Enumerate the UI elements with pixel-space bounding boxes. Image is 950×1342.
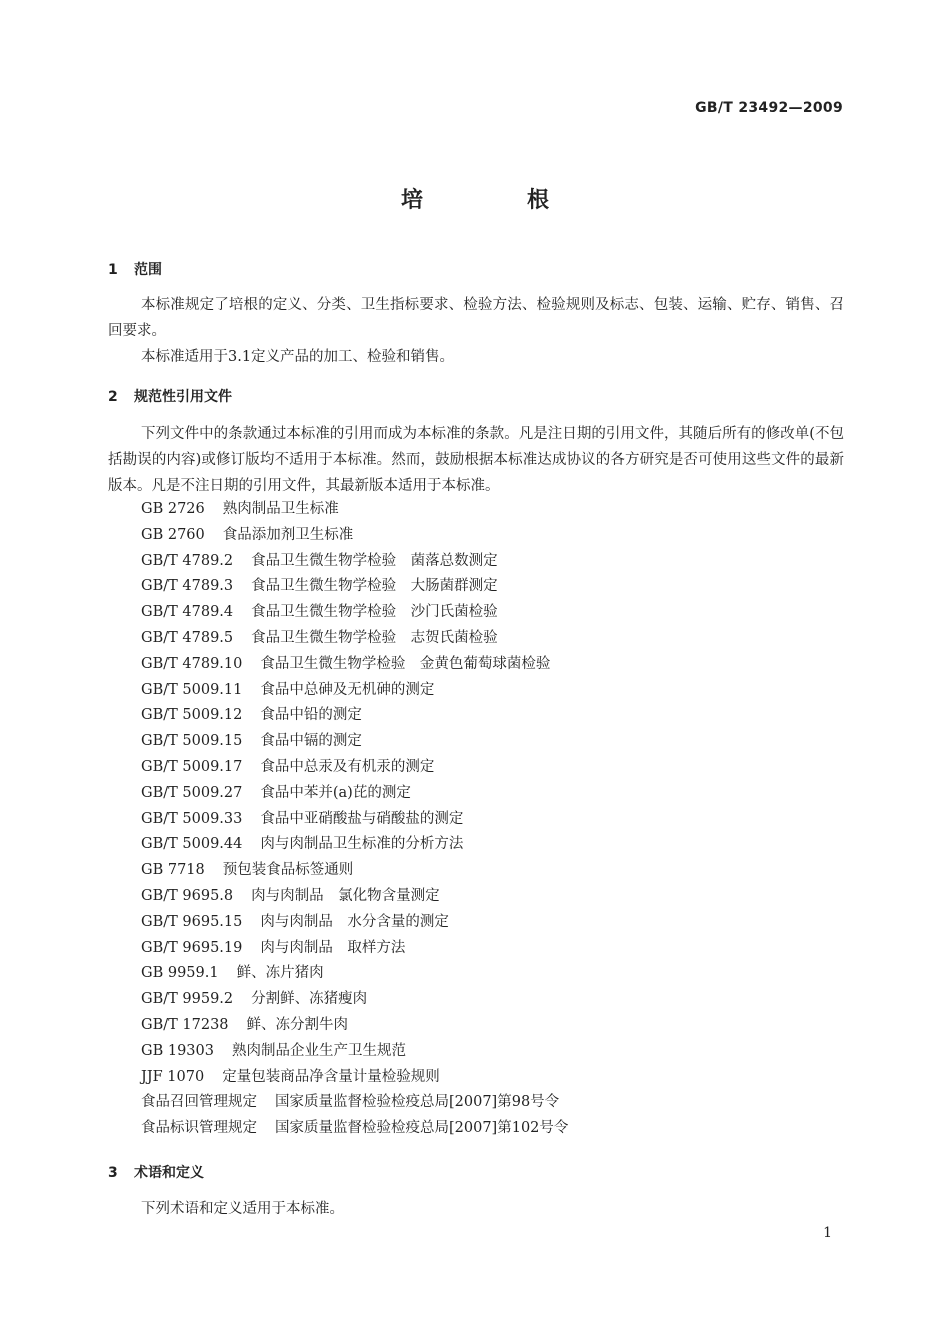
reference-name: 肉与肉制品 氯化物含量测定 bbox=[251, 887, 440, 904]
reference-name: 肉与肉制品 取样方法 bbox=[260, 939, 406, 956]
reference-item bbox=[141, 703, 568, 729]
reference-name: 食品添加剂卫生标准 bbox=[222, 526, 354, 543]
reference-item bbox=[141, 910, 568, 936]
reference-name: 肉与肉制品卫生标准的分析方法 bbox=[260, 836, 464, 853]
reference-name: 食品卫生微生物学检验 志贺氏菌检验 bbox=[251, 629, 498, 646]
reference-code: GB/T 17238 bbox=[141, 1016, 229, 1033]
reference-item bbox=[141, 1065, 568, 1091]
reference-item bbox=[141, 884, 568, 910]
reference-item bbox=[141, 523, 568, 549]
reference-item bbox=[141, 1013, 568, 1039]
reference-name: 食品中铅的测定 bbox=[260, 707, 362, 724]
reference-name: 食品中镉的测定 bbox=[260, 733, 362, 750]
reference-item bbox=[141, 832, 568, 858]
reference-code: GB/T 4789.2 bbox=[141, 552, 234, 569]
reference-code: GB/T 9695.19 bbox=[141, 939, 243, 956]
reference-item bbox=[141, 858, 568, 884]
reference-name: 鲜、冻分割牛肉 bbox=[246, 1016, 349, 1033]
reference-item bbox=[141, 781, 568, 807]
section-heading-terms bbox=[108, 1162, 204, 1182]
scope-paragraph-2: 本标准适用于3.1定义产品的加工、检验和销售。 bbox=[141, 349, 455, 365]
reference-code: GB/T 4789.4 bbox=[141, 604, 234, 621]
terms-paragraph: 下列术语和定义适用于本标准。 bbox=[141, 1201, 344, 1217]
reference-name: 食品卫生微生物学检验 菌落总数测定 bbox=[251, 552, 498, 569]
references-intro-paragraph: 下列文件中的条款通过本标准的引用而成为本标准的条款。凡是注日期的引用文件，其随后所有的修改单(不包括勘误的内容)或修订版均不适用于本标准。然而，鼓励根据本标准达成协议的各方研究是否可使用这些文件的最新版本。凡是不注日期的引用文件，其最新版本适用于本标准。 bbox=[108, 426, 844, 494]
section-title: 范围 bbox=[134, 262, 162, 278]
reference-item bbox=[141, 652, 568, 678]
reference-item bbox=[141, 1116, 568, 1142]
reference-code: GB/T 5009.12 bbox=[141, 707, 243, 724]
reference-code: JJF 1070 bbox=[141, 1068, 205, 1085]
reference-item bbox=[141, 807, 568, 833]
reference-code: GB 2726 bbox=[141, 501, 205, 517]
reference-name: 食品中苯并(a)芘的测定 bbox=[260, 784, 411, 801]
page-number: 1 bbox=[823, 1225, 832, 1241]
reference-item bbox=[141, 987, 568, 1013]
section-title: 规范性引用文件 bbox=[134, 389, 232, 405]
section-heading-normative-references bbox=[108, 386, 232, 406]
reference-code: 食品召回管理规定 bbox=[141, 1094, 257, 1111]
reference-item bbox=[141, 961, 568, 987]
reference-code: GB 19303 bbox=[141, 1042, 214, 1059]
reference-item bbox=[141, 549, 568, 575]
reference-code: GB/T 5009.44 bbox=[141, 836, 243, 853]
reference-name: 鲜、冻片猪肉 bbox=[236, 965, 324, 982]
reference-code: GB/T 5009.17 bbox=[141, 758, 243, 775]
reference-item bbox=[141, 626, 568, 652]
reference-item bbox=[141, 1090, 568, 1116]
reference-code: GB 7718 bbox=[141, 862, 205, 879]
reference-code: GB/T 9695.15 bbox=[141, 913, 243, 930]
reference-item bbox=[141, 936, 568, 962]
reference-item bbox=[141, 600, 568, 626]
reference-item bbox=[141, 1039, 568, 1065]
reference-item bbox=[141, 574, 568, 600]
reference-name: 国家质量监督检验检疫总局[2007]第98号令 bbox=[275, 1094, 560, 1111]
reference-name: 熟肉制品卫生标准 bbox=[222, 501, 339, 517]
reference-name: 熟肉制品企业生产卫生规范 bbox=[231, 1042, 406, 1059]
reference-name: 定量包装商品净含量计量检验规则 bbox=[222, 1068, 440, 1085]
reference-code: GB/T 5009.33 bbox=[141, 810, 243, 827]
reference-name: 分割鲜、冻猪瘦肉 bbox=[251, 991, 368, 1008]
reference-name: 食品中总汞及有机汞的测定 bbox=[260, 758, 435, 775]
reference-name: 预包装食品标签通则 bbox=[222, 862, 354, 879]
reference-item bbox=[141, 729, 568, 755]
reference-code: GB/T 5009.11 bbox=[141, 681, 243, 698]
reference-name: 肉与肉制品 水分含量的测定 bbox=[260, 913, 449, 930]
section-number: 2 bbox=[108, 389, 118, 405]
reference-code: GB/T 9959.2 bbox=[141, 991, 234, 1008]
reference-code: GB/T 4789.10 bbox=[141, 655, 243, 672]
document-title: 培根 bbox=[400, 188, 653, 213]
reference-code: GB/T 5009.15 bbox=[141, 733, 243, 750]
reference-code: 食品标识管理规定 bbox=[141, 1120, 257, 1137]
standard-code: GB/T 23492—2009 bbox=[695, 100, 843, 116]
reference-code: GB/T 4789.3 bbox=[141, 578, 234, 595]
reference-item bbox=[141, 678, 568, 704]
reference-name: 食品卫生微生物学检验 沙门氏菌检验 bbox=[251, 604, 498, 621]
reference-name: 国家质量监督检验检疫总局[2007]第102号令 bbox=[275, 1120, 569, 1137]
reference-item bbox=[141, 497, 568, 523]
reference-code: GB/T 5009.27 bbox=[141, 784, 243, 801]
reference-name: 食品卫生微生物学检验 大肠菌群测定 bbox=[251, 578, 498, 595]
section-number: 3 bbox=[108, 1165, 118, 1181]
reference-name: 食品中亚硝酸盐与硝酸盐的测定 bbox=[260, 810, 464, 827]
section-number: 1 bbox=[108, 262, 118, 278]
reference-item bbox=[141, 755, 568, 781]
reference-code: GB 2760 bbox=[141, 526, 205, 543]
scope-paragraph-1: 本标准规定了培根的定义、分类、卫生指标要求、检验方法、检验规则及标志、包装、运输、贮存、销售、召回要求。 bbox=[108, 297, 844, 339]
reference-code: GB 9959.1 bbox=[141, 965, 219, 982]
reference-code: GB/T 4789.5 bbox=[141, 629, 234, 646]
reference-name: 食品中总砷及无机砷的测定 bbox=[260, 681, 435, 698]
reference-name: 食品卫生微生物学检验 金黄色葡萄球菌检验 bbox=[260, 655, 551, 672]
reference-list bbox=[141, 497, 568, 1142]
section-heading-scope bbox=[108, 259, 162, 279]
reference-code: GB/T 9695.8 bbox=[141, 887, 234, 904]
section-title: 术语和定义 bbox=[134, 1165, 204, 1181]
